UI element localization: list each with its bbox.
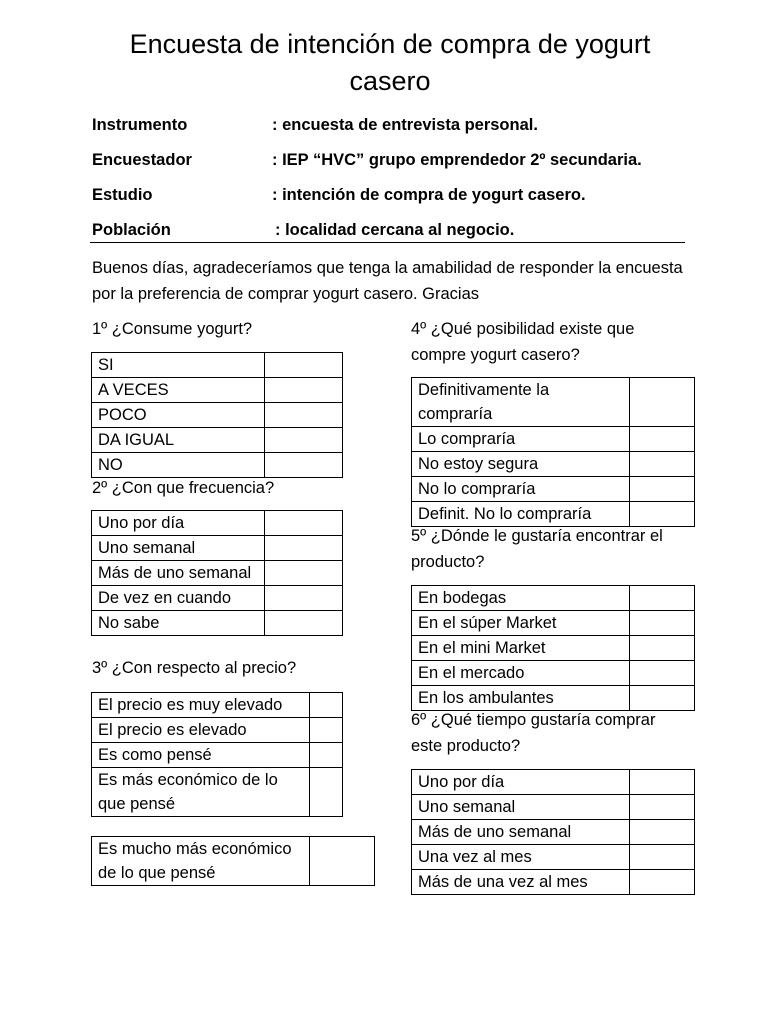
option-label: Uno por día [92,511,265,536]
option-label: En el mercado [412,661,630,686]
option-row [92,378,343,403]
answer-checkbox[interactable] [630,611,695,636]
option-label: NO [92,453,265,478]
option-row [92,743,343,768]
option-row [412,820,695,845]
option-label: SI [92,353,265,378]
option-label: No lo compraría [412,477,630,502]
answer-checkbox[interactable] [630,820,695,845]
option-label: A VECES [92,378,265,403]
answer-checkbox[interactable] [265,378,343,403]
question-2: 2º ¿Con que frecuencia? [92,479,275,497]
option-label: Una vez al mes [412,845,630,870]
meta-label: Estudio [92,186,153,204]
option-row [412,845,695,870]
answer-checkbox[interactable] [630,636,695,661]
answer-checkbox[interactable] [630,845,695,870]
option-label: Uno por día [412,770,630,795]
option-row [92,561,343,586]
answer-checkbox[interactable] [265,353,343,378]
option-label: Más de uno semanal [412,820,630,845]
option-row [412,870,695,895]
question-4: 4º ¿Qué posibilidad existe que compre yogurt casero? [411,320,635,364]
answer-checkbox[interactable] [630,795,695,820]
option-label: No sabe [92,611,265,636]
option-row [412,795,695,820]
option-label: En el súper Market [412,611,630,636]
option-label: Definit. No lo compraría [412,502,630,527]
option-row [92,428,343,453]
page-title: Encuesta de intención de compra de yogurt casero [129,29,651,96]
meta-value: : IEP “HVC” grupo emprendedor 2º secundaria. [272,151,642,169]
answer-checkbox[interactable] [630,870,695,895]
option-label: De vez en cuando [92,586,265,611]
option-row [412,636,695,661]
option-label: Más de uno semanal [92,561,265,586]
option-label: El precio es muy elevado [92,693,310,718]
answer-checkbox[interactable] [265,536,343,561]
option-row [92,453,343,478]
answer-checkbox[interactable] [265,586,343,611]
question-5-options [411,585,695,711]
question-5: 5º ¿Dónde le gustaría encontrar el producto? [411,527,663,571]
answer-checkbox[interactable] [310,718,343,743]
answer-checkbox[interactable] [265,428,343,453]
option-row [92,693,343,718]
option-label: Es más económico de lo que pensé [92,768,310,817]
meta-value: : localidad cercana al negocio. [275,221,515,239]
option-row [412,661,695,686]
question-3: 3º ¿Con respecto al precio? [92,659,297,677]
option-row [92,718,343,743]
option-label: Más de una vez al mes [412,870,630,895]
option-row [92,586,343,611]
question-3-options [91,692,343,817]
question-6-options [411,769,695,895]
option-row [92,611,343,636]
answer-checkbox[interactable] [310,743,343,768]
answer-checkbox[interactable] [630,661,695,686]
option-row [92,403,343,428]
answer-checkbox[interactable] [630,586,695,611]
option-label: Es mucho más económico de lo que pensé [92,837,310,886]
question-4-options [411,377,695,527]
option-label: En el mini Market [412,636,630,661]
answer-checkbox[interactable] [630,452,695,477]
option-label: Definitivamente la compraría [412,378,630,427]
meta-label: Instrumento [92,116,188,134]
answer-checkbox[interactable] [630,477,695,502]
question-1: 1º ¿Consume yogurt? [92,320,253,338]
answer-checkbox[interactable] [265,611,343,636]
option-label: El precio es elevado [92,718,310,743]
answer-checkbox[interactable] [310,693,343,718]
option-row [412,378,695,427]
meta-value: : encuesta de entrevista personal. [272,116,538,134]
option-row [92,536,343,561]
option-label: No estoy segura [412,452,630,477]
option-row [412,586,695,611]
intro-text: Buenos días, agradeceríamos que tenga la amabilidad de responder la encuesta por la preferencia de comprar yogurt casero. Gracias [92,259,683,303]
option-row [92,837,375,886]
option-label: DA IGUAL [92,428,265,453]
answer-checkbox[interactable] [265,511,343,536]
option-label: En los ambulantes [412,686,630,711]
answer-checkbox[interactable] [265,453,343,478]
answer-checkbox[interactable] [310,768,343,817]
option-label: Lo compraría [412,427,630,452]
option-label: POCO [92,403,265,428]
answer-checkbox[interactable] [310,837,375,886]
meta-value: : intención de compra de yogurt casero. [272,186,586,204]
answer-checkbox[interactable] [630,427,695,452]
option-row [92,768,343,817]
option-row [92,353,343,378]
option-label: Uno semanal [412,795,630,820]
question-2-options [91,510,343,636]
option-row [412,611,695,636]
option-row [412,477,695,502]
answer-checkbox[interactable] [630,770,695,795]
option-label: Uno semanal [92,536,265,561]
answer-checkbox[interactable] [265,403,343,428]
meta-label: Población [92,221,171,239]
header-divider [90,242,685,243]
option-label: En bodegas [412,586,630,611]
answer-checkbox[interactable] [630,378,695,427]
option-row [412,452,695,477]
option-label: Es como pensé [92,743,310,768]
answer-checkbox[interactable] [265,561,343,586]
question-6: 6º ¿Qué tiempo gustaría comprar este producto? [411,711,656,755]
meta-label: Encuestador [92,151,192,169]
option-row [92,511,343,536]
question-1-options [91,352,343,478]
option-row [412,427,695,452]
question-3-options-continued [91,836,375,886]
option-row [412,770,695,795]
